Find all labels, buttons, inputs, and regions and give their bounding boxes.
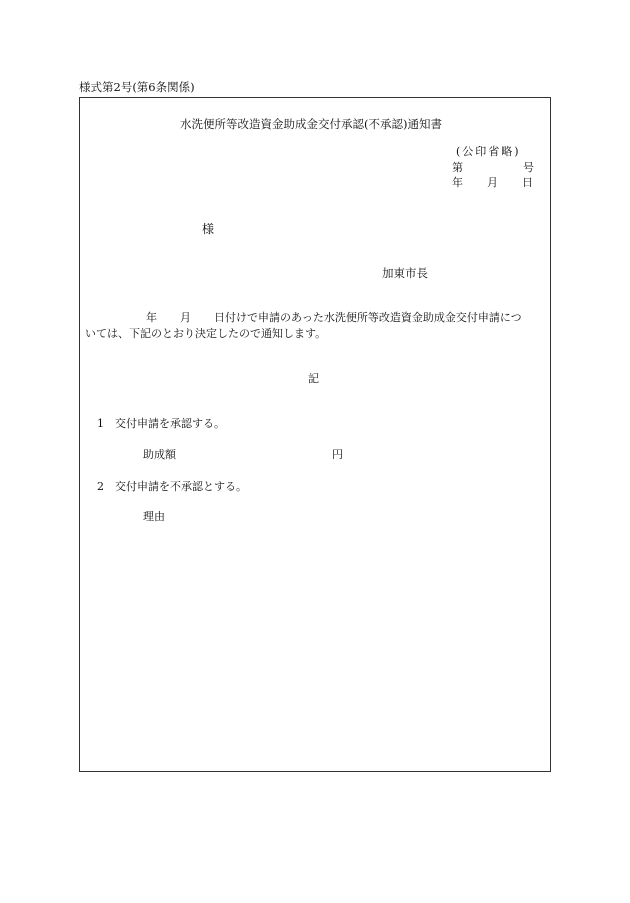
issuer-name: 加東市長 [382,266,428,280]
ki-heading: 記 [308,372,319,385]
addressee-honorific: 様 [202,222,215,236]
item-1-number: 1 [97,417,104,430]
seal-omitted-note: (公印省略) [456,145,521,158]
document-number-prefix: 第 [452,161,463,174]
item-2-text: 交付申請を不承認とする。 [115,480,247,493]
item-1-text: 交付申請を承認する。 [115,417,225,430]
reason-label: 理由 [143,510,165,523]
document-title: 水洗便所等改造資金助成金交付承認(不承認)通知書 [180,117,442,131]
date-day-label: 日 [522,176,533,189]
yen-unit: 円 [332,448,343,461]
item-2-number: 2 [97,480,104,493]
body-year-label: 年 [146,311,157,324]
body-text-line-1: 日付けで申請のあった水洗便所等改造資金助成金交付申請につ [214,311,522,324]
body-text-line-2: いては、下記のとおり決定したので通知します。 [85,327,327,340]
document-frame [79,97,551,772]
body-month-label: 月 [180,311,191,324]
form-number-label: 様式第2号(第6条関係) [79,80,195,94]
date-month-label: 月 [487,176,498,189]
date-year-label: 年 [452,176,463,189]
document-number-suffix: 号 [523,161,534,174]
subsidy-amount-label: 助成額 [143,448,176,461]
